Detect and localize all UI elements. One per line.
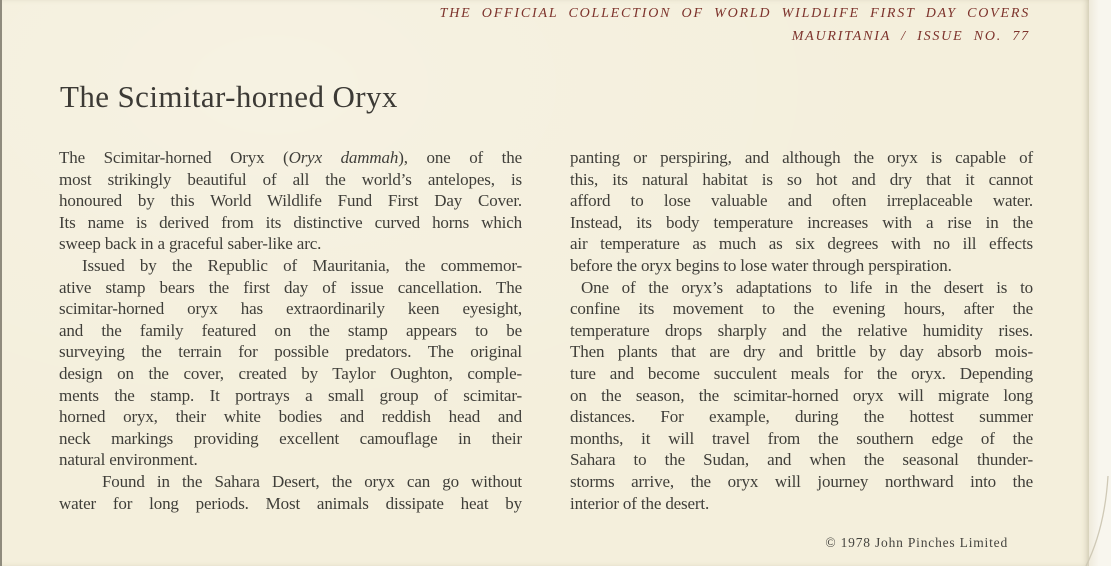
collection-header-line2: MAURITANIA / ISSUE NO. 77 — [791, 29, 1030, 44]
text-line: interior of the desert. — [570, 493, 710, 513]
text-line: on the season, the scimitar-horned oryx will migrate long — [570, 385, 1033, 405]
text-line: months, it will travel from the southern edge of the — [570, 428, 1033, 448]
text-line: distances. For example, during the hottest summer — [570, 407, 1033, 427]
text-line: ture and become succulent meals for the oryx. Depending — [570, 363, 1033, 383]
text-line: Found in the Sahara Desert, the oryx can go without — [102, 471, 522, 491]
text-line: honoured by this World Wildlife Fund First Day Cover. — [59, 191, 522, 211]
text-column-left — [59, 147, 522, 514]
text-line: afford to lose valuable and often irreplaceable water. — [570, 191, 1033, 211]
page-corner-curl — [1083, 468, 1111, 566]
text-line: One of the oryx’s adaptations to life in the desert is to — [581, 277, 1033, 297]
body-text — [59, 147, 1033, 514]
text-line: ments the stamp. It portrays a small group of scimitar- — [59, 385, 522, 405]
text-line: horned oryx, their white bodies and reddish head and — [59, 407, 522, 427]
text-line: The Scimitar-horned Oryx (Oryx dammah), one of the — [59, 148, 523, 167]
text-line: Instead, its body temperature increases with a rise in the — [570, 212, 1033, 232]
text-line: water for long periods. Most animals dissipate heat by — [59, 493, 522, 513]
text-line: before the oryx begins to lose water through perspiration. — [570, 255, 952, 275]
text-line: natural environment. — [59, 450, 198, 470]
text-line: Sahara to the Sudan, and when the seasonal thunder- — [570, 450, 1033, 470]
text-line: air temperature as much as six degrees with no ill effects — [570, 234, 1033, 254]
species-name-italic: Oryx dammah — [288, 148, 399, 167]
text-line: ative stamp bears the first day of issue cancellation. The — [59, 277, 522, 297]
text-line: sweep back in a graceful saber-like arc. — [59, 234, 322, 254]
page-title: The Scimitar-horned Oryx — [60, 79, 398, 114]
text-line: confine its movement to the evening hours, after the — [570, 299, 1033, 319]
collection-header — [440, 2, 1030, 48]
text-column-right — [570, 147, 1033, 514]
text-line: this, its natural habitat is so hot and dry that it cannot — [570, 169, 1033, 189]
text-line: and the family featured on the stamp appears to be — [59, 320, 522, 340]
text-line: neck markings providing excellent camouflage in their — [59, 428, 522, 448]
text-line: design on the cover, created by Taylor Oughton, comple- — [59, 363, 522, 383]
text-line: Issued by the Republic of Mauritania, the commemor- — [82, 255, 522, 275]
text-line: panting or perspiring, and although the oryx is capable of — [570, 148, 1033, 167]
text-line: storms arrive, the oryx will journey northward into the — [570, 471, 1033, 491]
text-line: temperature drops sharply and the relative humidity rises. — [570, 320, 1033, 340]
copyright-notice: © 1978 John Pinches Limited — [825, 535, 1008, 550]
collection-header-line1: THE OFFICIAL COLLECTION OF WORLD WILDLIFE FIRST DAY COVERS — [439, 6, 1030, 21]
text-line: scimitar-horned oryx has extraordinarily keen eyesight, — [59, 299, 522, 319]
text-line: most strikingly beautiful of all the world’s antelopes, is — [59, 169, 522, 189]
text-line: Then plants that are dry and brittle by day absorb mois- — [570, 342, 1033, 362]
text-line: surveying the terrain for possible predators. The original — [59, 342, 522, 362]
text-line: Its name is derived from its distinctive curved horns which — [59, 212, 522, 232]
